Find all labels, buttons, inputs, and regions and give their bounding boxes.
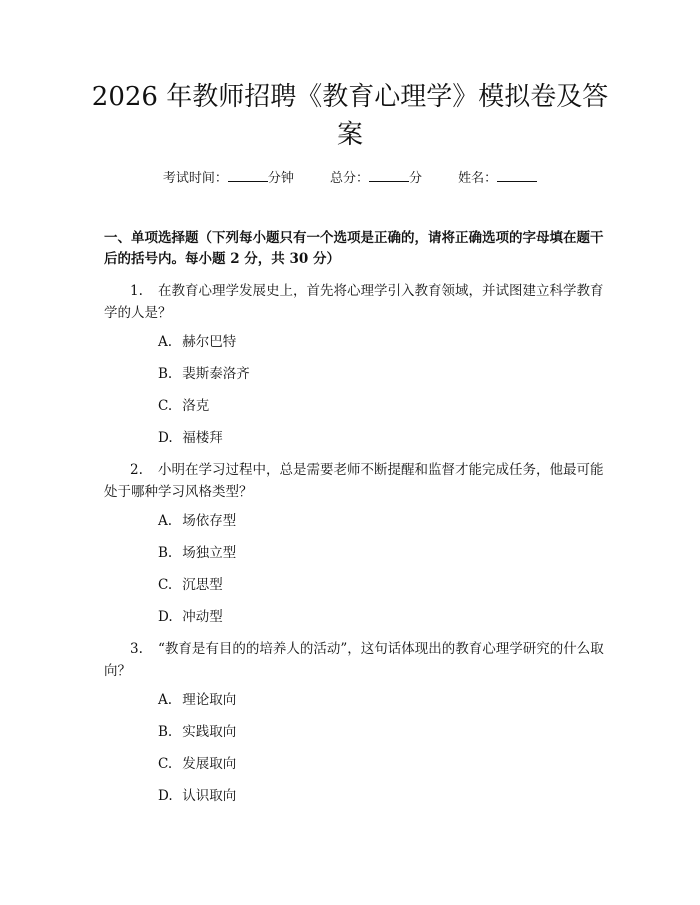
option-item <box>158 396 209 416</box>
option-text: 冲动型 <box>182 609 223 625</box>
option-text: 认识取向 <box>182 788 237 804</box>
name-field <box>458 168 537 189</box>
exam-time-unit: 分钟 <box>267 171 294 186</box>
question-text: “教育是有目的的培养人的活动”，这句话体现出的教育心理学研究的什么取向？ <box>104 641 604 679</box>
option-item <box>158 575 223 595</box>
option-item <box>158 722 236 742</box>
option-item <box>158 511 236 531</box>
option-letter: D. <box>158 430 173 446</box>
question-number: 1. <box>130 283 143 299</box>
option-item <box>158 364 250 384</box>
name-label: 姓名： <box>458 171 498 186</box>
option-item <box>158 786 236 806</box>
option-letter: C. <box>158 756 173 772</box>
option-letter: B. <box>158 366 173 382</box>
option-text: 裴斯泰洛齐 <box>182 366 250 382</box>
option-text: 场依存型 <box>182 513 237 529</box>
option-text: 发展取向 <box>182 756 237 772</box>
option-letter: A. <box>158 692 173 708</box>
option-text: 实践取向 <box>182 724 237 740</box>
question-3 <box>104 638 604 682</box>
option-text: 理论取向 <box>182 692 237 708</box>
option-letter: A. <box>158 334 173 350</box>
option-letter: C. <box>158 577 173 593</box>
option-text: 福楼拜 <box>182 430 223 446</box>
option-letter: B. <box>158 545 173 561</box>
exam-time-field <box>163 168 294 189</box>
exam-time-label: 考试时间： <box>162 171 228 186</box>
option-letter: D. <box>158 609 173 625</box>
exam-time-blank <box>228 168 268 182</box>
question-number: 2. <box>130 462 143 478</box>
option-text: 洛克 <box>182 398 210 414</box>
option-letter: A. <box>158 513 173 529</box>
question-text: 小明在学习过程中，总是需要老师不断提醒和监督才能完成任务，他最可能处于哪种学习风格类型？ <box>104 462 604 500</box>
section-heading: 一、单项选择题（下列每小题只有一个选项是正确的，请将正确选项的字母填在题干后的括号内。每小题 2 分，共 30 分） <box>104 230 604 267</box>
total-score-blank <box>369 168 409 182</box>
option-text: 场独立型 <box>182 545 237 561</box>
option-text: 沉思型 <box>182 577 223 593</box>
option-item <box>158 607 223 627</box>
question-2 <box>104 459 604 503</box>
name-blank <box>497 168 537 182</box>
option-item <box>158 754 236 774</box>
option-text: 赫尔巴特 <box>182 334 237 350</box>
option-letter: B. <box>158 724 173 740</box>
option-item <box>158 690 236 710</box>
option-item <box>158 428 223 448</box>
exam-meta-line <box>0 168 700 189</box>
question-text: 在教育心理学发展史上，首先将心理学引入教育领域，并试图建立科学教育学的人是？ <box>104 283 604 321</box>
exam-title: 2026 年教师招聘《教育心理学》模拟卷及答案 <box>91 82 609 150</box>
option-item <box>158 332 236 352</box>
total-score-unit: 分 <box>409 171 423 186</box>
question-1 <box>104 280 604 324</box>
total-score-field <box>330 168 422 189</box>
option-letter: C. <box>158 398 173 414</box>
total-score-label: 总分： <box>329 171 369 186</box>
question-number: 3. <box>130 641 143 657</box>
option-letter: D. <box>158 788 173 804</box>
option-item <box>158 543 236 563</box>
